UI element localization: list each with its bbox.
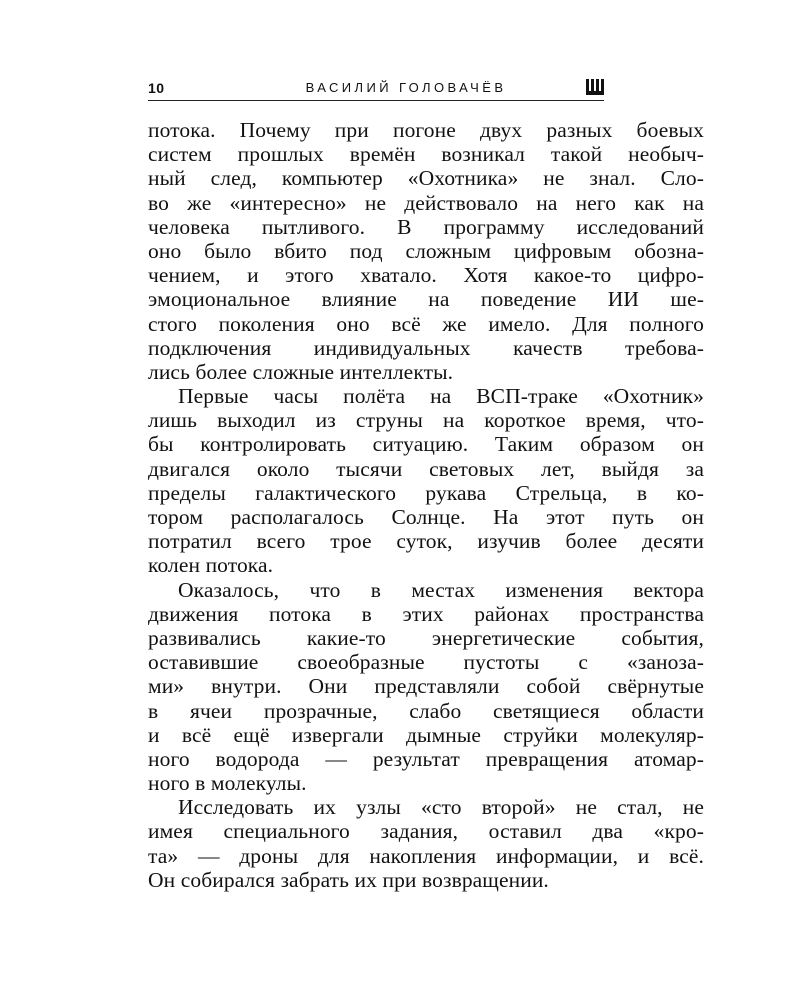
text-line: движения потока в этих районах пространства (148, 601, 704, 626)
text-line: чением, и этого хватало. Хотя какое-то цифро- (148, 263, 704, 288)
text-line: оставившие своеобразные пустоты с «занoза- (148, 650, 704, 675)
text-line: лишь выходил из струны на короткое время, что- (148, 408, 704, 433)
text-line: Оказалось, что в местах изменения вектора (178, 577, 704, 602)
author-name: ВАСИЛИЙ ГОЛОВАЧЁВ (305, 80, 507, 95)
text-line: потратил всего трое суток, изучив более десяти (148, 529, 704, 554)
text-line: оно было вбито под сложным цифровым обозна- (148, 238, 704, 263)
text-line: систем прошлых времён возникал такой необыч- (148, 142, 704, 167)
text-line: подключения индивидуальных качеств требова- (148, 335, 704, 360)
text-line: ного в молекулы. (148, 771, 307, 796)
text-line: Первые часы полёта на ВСП-траке «Охотник» (178, 384, 704, 409)
text-line: ми» внутри. Они представляли собой свёрнутые (148, 674, 704, 699)
running-header (148, 79, 604, 99)
text-line: ный след, компьютер «Охотника» не знал. Сло- (148, 166, 704, 191)
publisher-logo-icon (586, 79, 604, 95)
text-body (148, 118, 704, 892)
text-line: тором располагалось Солнце. На этот путь он (148, 505, 704, 529)
text-line: и всё ещё извергали дымные струйки молекуляр- (148, 722, 704, 747)
text-line: Он собирался забрать их при возвращении. (148, 867, 549, 892)
text-line: пределы галактического рукава Стрельца, в ко- (148, 480, 704, 505)
text-line: имея специального задания, оставил два «кро- (148, 819, 704, 844)
text-line: лись более сложные интеллекты. (148, 359, 454, 384)
text-line: в ячеи прозрачные, слабо светящиеся области (148, 698, 704, 723)
header-rule (148, 100, 604, 101)
text-line: эмоциональное влияние на поведение ИИ ше- (148, 287, 704, 312)
text-line: во же «интересно» не действовало на него как на (148, 190, 704, 215)
text-line: двигался около тысячи световых лет, выйдя за (148, 456, 704, 481)
text-line: ного водорода — результат превращения атомар- (148, 746, 704, 771)
paragraph (148, 118, 704, 384)
text-line: бы контролировать ситуацию. Таким образом он (148, 432, 704, 457)
text-line: та» — дроны для накопления информации, и всё. (148, 843, 704, 868)
page-number: 10 (148, 80, 165, 96)
text-line: потока. Почему при погоне двух разных боевых (148, 118, 704, 142)
text-line: человека пытливого. В программу исследований (148, 214, 704, 239)
paragraph (148, 384, 704, 578)
text-line: стого поколения оно всё же имело. Для полного (148, 311, 704, 336)
text-line: развивались какие-то энергетические события, (148, 625, 704, 650)
paragraph (148, 578, 704, 796)
paragraph (148, 795, 704, 892)
text-line: Исследовать их узлы «сто второй» не стал, не (178, 795, 704, 820)
text-line: колен потока. (148, 553, 274, 578)
